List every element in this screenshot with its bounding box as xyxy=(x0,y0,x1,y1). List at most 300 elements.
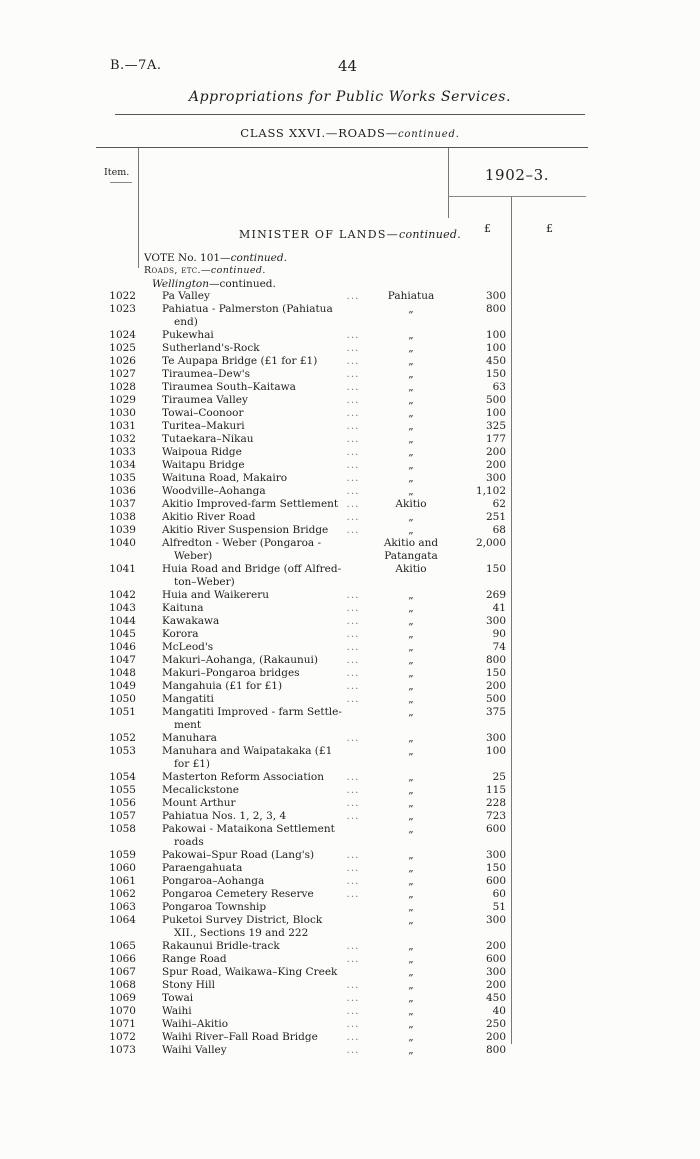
county-location-line: „ xyxy=(408,745,414,757)
leader-dots: ... xyxy=(346,849,360,861)
leader-dots: ... xyxy=(346,628,360,640)
item-number: 1057 xyxy=(109,810,136,822)
amount: 200 xyxy=(485,459,506,471)
county-location xyxy=(362,745,460,758)
road-name-line: Pakowai–Spur Road (Lang's) xyxy=(162,849,315,861)
item-number: 1073 xyxy=(109,1044,136,1056)
table-row xyxy=(0,563,700,589)
class-heading xyxy=(0,126,700,140)
page-title: Appropriations for Public Works Services. xyxy=(188,89,512,105)
county-location-line: „ xyxy=(408,329,414,341)
county-location-line: „ xyxy=(408,615,414,627)
road-name-line: Pahiatua - Palmerston (Pahiatua xyxy=(162,303,333,315)
county-location xyxy=(362,667,460,680)
amount: 600 xyxy=(485,823,506,835)
amount: 2,000 xyxy=(475,537,506,549)
county-location-line: „ xyxy=(408,992,414,1004)
county-location xyxy=(362,1018,460,1031)
item-number: 1040 xyxy=(109,537,136,549)
road-name-line: Waipoua Ridge xyxy=(162,446,242,458)
road-name-continuation: roads xyxy=(174,835,204,848)
item-number: 1068 xyxy=(109,979,136,991)
road-name xyxy=(162,472,368,485)
amount: 100 xyxy=(485,407,506,419)
amount: 251 xyxy=(485,511,506,523)
document-reference: B.—7A. xyxy=(110,58,162,73)
amount: 300 xyxy=(485,849,506,861)
road-name-line: Manuhara xyxy=(162,732,217,744)
item-number: 1055 xyxy=(109,784,136,796)
leader-dots: ... xyxy=(346,888,360,900)
road-name-line: Kaituna xyxy=(162,602,204,614)
county-location xyxy=(362,953,460,966)
leader-dots: ... xyxy=(346,1044,360,1056)
county-location xyxy=(362,563,460,576)
amount: 25 xyxy=(492,771,506,783)
county-location xyxy=(362,979,460,992)
road-name-line: Range Road xyxy=(162,953,227,965)
leader-dots: ... xyxy=(346,875,360,887)
leader-dots: ... xyxy=(346,290,360,302)
roads-heading-main: Roads, etc.— xyxy=(144,265,211,276)
amount: 325 xyxy=(485,420,506,432)
leader-dots: ... xyxy=(346,680,360,692)
amount: 228 xyxy=(485,797,506,809)
road-name-line: Mount Arthur xyxy=(162,797,236,809)
county-location xyxy=(362,901,460,914)
road-name xyxy=(162,732,368,745)
leader-dots: ... xyxy=(346,459,360,471)
road-name xyxy=(162,641,368,654)
county-location xyxy=(362,810,460,823)
county-location xyxy=(362,940,460,953)
road-name-line: Rakaunui Bridle-track xyxy=(162,940,280,952)
road-name-continuation: ment xyxy=(174,718,202,731)
item-number: 1056 xyxy=(109,797,136,809)
county-location-line: „ xyxy=(408,628,414,640)
leader-dots: ... xyxy=(346,524,360,536)
item-number: 1071 xyxy=(109,1018,136,1030)
road-name-line: Pongaroa–Aohanga xyxy=(162,875,265,887)
road-name xyxy=(162,823,368,849)
road-name-continuation: ton–Weber) xyxy=(174,575,235,588)
table-row xyxy=(0,914,700,940)
county-location-line: „ xyxy=(408,446,414,458)
county-location xyxy=(362,875,460,888)
item-number: 1043 xyxy=(109,602,136,614)
road-name-line: Woodville–Aohanga xyxy=(162,485,266,497)
county-location-line: „ xyxy=(408,472,414,484)
county-location-line: „ xyxy=(408,940,414,952)
pound-sign-column-1: £ xyxy=(484,222,491,235)
item-number: 1036 xyxy=(109,485,136,497)
county-location-line: „ xyxy=(408,966,414,978)
leader-dots: ... xyxy=(346,446,360,458)
item-number: 1052 xyxy=(109,732,136,744)
road-name-line: Pahiatua Nos. 1, 2, 3, 4 xyxy=(162,810,287,822)
leader-dots: ... xyxy=(346,472,360,484)
road-name-line: Waihi xyxy=(162,1005,192,1017)
county-location-line: „ xyxy=(408,914,414,926)
county-location-line: „ xyxy=(408,810,414,822)
header-rule xyxy=(115,114,585,115)
county-location-line: „ xyxy=(408,784,414,796)
county-location-line: „ xyxy=(408,732,414,744)
road-name-continuation: for £1) xyxy=(174,757,211,770)
road-name-line: Mangatiti xyxy=(162,693,214,705)
road-name-line: Pongaroa Township xyxy=(162,901,267,913)
leader-dots: ... xyxy=(346,732,360,744)
county-location-line: „ xyxy=(408,875,414,887)
road-name xyxy=(162,1018,368,1031)
item-number: 1063 xyxy=(109,901,136,913)
vote-heading-main: VOTE No. 101— xyxy=(144,252,231,264)
item-number: 1048 xyxy=(109,667,136,679)
road-name-line: Akitio River Road xyxy=(162,511,256,523)
county-location xyxy=(362,303,460,316)
road-name xyxy=(162,446,368,459)
county-location xyxy=(362,654,460,667)
road-name xyxy=(162,485,368,498)
county-location-line: „ xyxy=(408,979,414,991)
county-location xyxy=(362,407,460,420)
road-name-line: Tutaekara–Nikau xyxy=(162,433,254,445)
item-number: 1070 xyxy=(109,1005,136,1017)
road-name xyxy=(162,563,368,589)
county-location xyxy=(362,992,460,1005)
county-location xyxy=(362,862,460,875)
county-location-line: „ xyxy=(408,1005,414,1017)
road-name-line: Sutherland's-Rock xyxy=(162,342,260,354)
county-location-line: Akitio xyxy=(395,563,427,575)
item-number: 1067 xyxy=(109,966,136,978)
amount: 375 xyxy=(485,706,506,718)
amount: 200 xyxy=(485,979,506,991)
amount: 40 xyxy=(492,1005,506,1017)
road-name xyxy=(162,355,368,368)
amount: 41 xyxy=(492,602,506,614)
amount: 600 xyxy=(485,953,506,965)
leader-dots: ... xyxy=(346,1018,360,1030)
county-location-line: „ xyxy=(408,1018,414,1030)
road-name-line: Tiraumea Valley xyxy=(162,394,248,406)
item-number: 1053 xyxy=(109,745,136,757)
road-name-line: Alfredton - Weber (Pongaroa - xyxy=(162,537,322,549)
item-number: 1046 xyxy=(109,641,136,653)
road-name xyxy=(162,537,368,563)
road-name xyxy=(162,329,368,342)
road-name xyxy=(162,615,368,628)
amount: 150 xyxy=(485,862,506,874)
road-name xyxy=(162,303,368,329)
road-name-line: Pakowai - Mataikona Settlement xyxy=(162,823,335,835)
county-location-line: „ xyxy=(408,420,414,432)
county-location xyxy=(362,1031,460,1044)
amount: 300 xyxy=(485,914,506,926)
county-location-line: „ xyxy=(408,511,414,523)
roads-heading xyxy=(144,265,266,276)
road-name-line: Kawakawa xyxy=(162,615,220,627)
item-number: 1041 xyxy=(109,563,136,575)
county-location xyxy=(362,472,460,485)
leader-dots: ... xyxy=(346,407,360,419)
item-number: 1069 xyxy=(109,992,136,1004)
county-location xyxy=(362,888,460,901)
road-name-line: Makuri–Pongaroa bridges xyxy=(162,667,300,679)
county-location xyxy=(362,524,460,537)
item-column-divider xyxy=(138,148,139,268)
road-name-continuation: XII., Sections 19 and 222 xyxy=(174,926,309,939)
item-number: 1047 xyxy=(109,654,136,666)
amount: 100 xyxy=(485,329,506,341)
amount: 600 xyxy=(485,875,506,887)
county-location xyxy=(362,589,460,602)
table-row xyxy=(0,745,700,771)
county-location-line: „ xyxy=(408,901,414,913)
road-name xyxy=(162,524,368,537)
leader-dots: ... xyxy=(346,342,360,354)
county-location xyxy=(362,485,460,498)
amount: 300 xyxy=(485,732,506,744)
county-location xyxy=(362,1044,460,1057)
road-name-continuation: Weber) xyxy=(174,549,213,562)
leader-dots: ... xyxy=(346,862,360,874)
road-name-line: Akitio River Suspension Bridge xyxy=(162,524,329,536)
district-name: Wellington xyxy=(152,278,210,290)
leader-dots: ... xyxy=(346,797,360,809)
class-heading-main: CLASS XXVI.—ROADS— xyxy=(240,126,399,140)
road-name-line: Huia and Waikereru xyxy=(162,589,270,601)
road-name xyxy=(162,680,368,693)
amount: 450 xyxy=(485,355,506,367)
road-name xyxy=(162,784,368,797)
table-row xyxy=(0,1044,700,1070)
amount: 500 xyxy=(485,394,506,406)
leader-dots: ... xyxy=(346,771,360,783)
year-column-header: 1902–3. xyxy=(484,166,550,184)
table-row xyxy=(0,303,700,329)
item-number: 1022 xyxy=(109,290,136,302)
item-number: 1033 xyxy=(109,446,136,458)
county-location xyxy=(362,732,460,745)
county-location xyxy=(362,342,460,355)
county-location xyxy=(362,615,460,628)
county-location-line: „ xyxy=(408,888,414,900)
amount: 51 xyxy=(492,901,506,913)
leader-dots: ... xyxy=(346,1031,360,1043)
road-name-line: Waihi River–Fall Road Bridge xyxy=(162,1031,318,1043)
amount: 1,102 xyxy=(475,485,506,497)
road-name xyxy=(162,953,368,966)
amount: 269 xyxy=(485,589,506,601)
item-number: 1045 xyxy=(109,628,136,640)
county-location-line: „ xyxy=(408,706,414,718)
county-location xyxy=(362,849,460,862)
amount: 100 xyxy=(485,342,506,354)
road-name xyxy=(162,888,368,901)
road-name-line: Waituna Road, Makairo xyxy=(162,472,288,484)
leader-dots: ... xyxy=(346,667,360,679)
county-location xyxy=(362,381,460,394)
county-location-line: „ xyxy=(408,381,414,393)
item-number: 1042 xyxy=(109,589,136,601)
road-name xyxy=(162,914,368,940)
road-name xyxy=(162,745,368,771)
amount: 150 xyxy=(485,563,506,575)
class-heading-suffix: continued. xyxy=(398,129,460,140)
item-number: 1064 xyxy=(109,914,136,926)
item-number: 1027 xyxy=(109,368,136,380)
county-location-line: „ xyxy=(408,459,414,471)
county-location-line: „ xyxy=(408,368,414,380)
item-number: 1029 xyxy=(109,394,136,406)
item-number: 1034 xyxy=(109,459,136,471)
county-location-line: „ xyxy=(408,355,414,367)
county-location xyxy=(362,329,460,342)
road-name xyxy=(162,1044,368,1057)
road-name xyxy=(162,771,368,784)
item-number: 1037 xyxy=(109,498,136,510)
road-name xyxy=(162,368,368,381)
leader-dots: ... xyxy=(346,433,360,445)
road-name-continuation: end) xyxy=(174,315,198,328)
county-location-line: „ xyxy=(408,1031,414,1043)
county-location-line: „ xyxy=(408,1044,414,1056)
leader-dots: ... xyxy=(346,420,360,432)
road-name xyxy=(162,940,368,953)
leader-dots: ... xyxy=(346,602,360,614)
road-name xyxy=(162,849,368,862)
item-number: 1072 xyxy=(109,1031,136,1043)
amount: 250 xyxy=(485,1018,506,1030)
road-name-line: Pongaroa Cemetery Reserve xyxy=(162,888,314,900)
vote-heading-suffix: continued. xyxy=(230,252,287,264)
item-number: 1039 xyxy=(109,524,136,536)
road-name xyxy=(162,511,368,524)
county-location-line: „ xyxy=(408,394,414,406)
table-row xyxy=(0,706,700,732)
road-name-line: Stony Hill xyxy=(162,979,215,991)
road-name xyxy=(162,407,368,420)
item-number: 1023 xyxy=(109,303,136,315)
item-number: 1024 xyxy=(109,329,136,341)
county-location xyxy=(362,420,460,433)
county-location xyxy=(362,459,460,472)
county-location-line: Patangata xyxy=(384,549,438,562)
table-row xyxy=(0,537,700,563)
item-number: 1059 xyxy=(109,849,136,861)
item-number: 1035 xyxy=(109,472,136,484)
road-name-line: Towai xyxy=(162,992,194,1004)
county-location-line: „ xyxy=(408,953,414,965)
road-name xyxy=(162,810,368,823)
item-number: 1031 xyxy=(109,420,136,432)
amount: 60 xyxy=(492,888,506,900)
road-name-line: Waitapu Bridge xyxy=(162,459,245,471)
county-location-line: „ xyxy=(408,797,414,809)
leader-dots: ... xyxy=(346,355,360,367)
pound-sign-column-2: £ xyxy=(546,222,553,235)
road-name-line: Te Aupapa Bridge (£1 for £1) xyxy=(162,355,318,367)
county-location-line: „ xyxy=(408,524,414,536)
road-name-line: Spur Road, Waikawa–King Creek xyxy=(162,966,338,978)
road-name-line: Makuri–Aohanga, (Rakaunui) xyxy=(162,654,318,666)
county-location-line: Akitio xyxy=(395,498,427,510)
district-heading xyxy=(152,278,276,290)
item-header-underline xyxy=(110,182,132,183)
amount: 68 xyxy=(492,524,506,536)
item-number: 1044 xyxy=(109,615,136,627)
county-location xyxy=(362,641,460,654)
county-location xyxy=(362,784,460,797)
county-location-line: „ xyxy=(408,823,414,835)
county-location xyxy=(362,771,460,784)
county-location xyxy=(362,394,460,407)
county-location xyxy=(362,290,460,303)
leader-dots: ... xyxy=(346,940,360,952)
leader-dots: ... xyxy=(346,381,360,393)
item-number: 1038 xyxy=(109,511,136,523)
amount: 200 xyxy=(485,446,506,458)
road-name xyxy=(162,498,368,511)
leader-dots: ... xyxy=(346,641,360,653)
county-location-line: „ xyxy=(408,602,414,614)
amount: 800 xyxy=(485,303,506,315)
district-heading-suffix: —continued. xyxy=(209,278,276,290)
item-number: 1050 xyxy=(109,693,136,705)
county-location xyxy=(362,355,460,368)
table-row xyxy=(0,823,700,849)
road-name-line: Waihi–Akitio xyxy=(162,1018,229,1030)
road-name xyxy=(162,797,368,810)
road-name-line: Towai–Coonoor xyxy=(162,407,244,419)
amount: 100 xyxy=(485,745,506,757)
county-location-line: „ xyxy=(408,342,414,354)
amount: 800 xyxy=(485,1044,506,1056)
amount: 450 xyxy=(485,992,506,1004)
road-name-line: Huia Road and Bridge (off Alfred- xyxy=(162,563,342,575)
road-name-line: Manuhara and Waipatakaka (£1 xyxy=(162,745,333,757)
year-header-rule xyxy=(448,196,586,197)
item-number: 1025 xyxy=(109,342,136,354)
item-number: 1066 xyxy=(109,953,136,965)
road-name-line: Tiraumea South–Kaitawa xyxy=(162,381,296,393)
county-location xyxy=(362,966,460,979)
road-name xyxy=(162,394,368,407)
amount: 800 xyxy=(485,654,506,666)
county-location xyxy=(362,537,460,563)
amount: 74 xyxy=(492,641,506,653)
road-name-line: Korora xyxy=(162,628,199,640)
leader-dots: ... xyxy=(346,979,360,991)
road-name xyxy=(162,602,368,615)
road-name xyxy=(162,381,368,394)
amount: 90 xyxy=(492,628,506,640)
item-number: 1049 xyxy=(109,680,136,692)
road-name-line: Mangahuia (£1 for £1) xyxy=(162,680,283,692)
leader-dots: ... xyxy=(346,810,360,822)
county-location xyxy=(362,914,460,927)
road-name xyxy=(162,966,368,979)
road-name-line: McLeod's xyxy=(162,641,214,653)
county-location xyxy=(362,823,460,836)
amount: 62 xyxy=(492,498,506,510)
road-name-line: Waihi Valley xyxy=(162,1044,227,1056)
county-location xyxy=(362,680,460,693)
road-name xyxy=(162,667,368,680)
page-number: 44 xyxy=(338,57,358,75)
road-name-line: Mangatiti Improved - farm Settle- xyxy=(162,706,342,718)
